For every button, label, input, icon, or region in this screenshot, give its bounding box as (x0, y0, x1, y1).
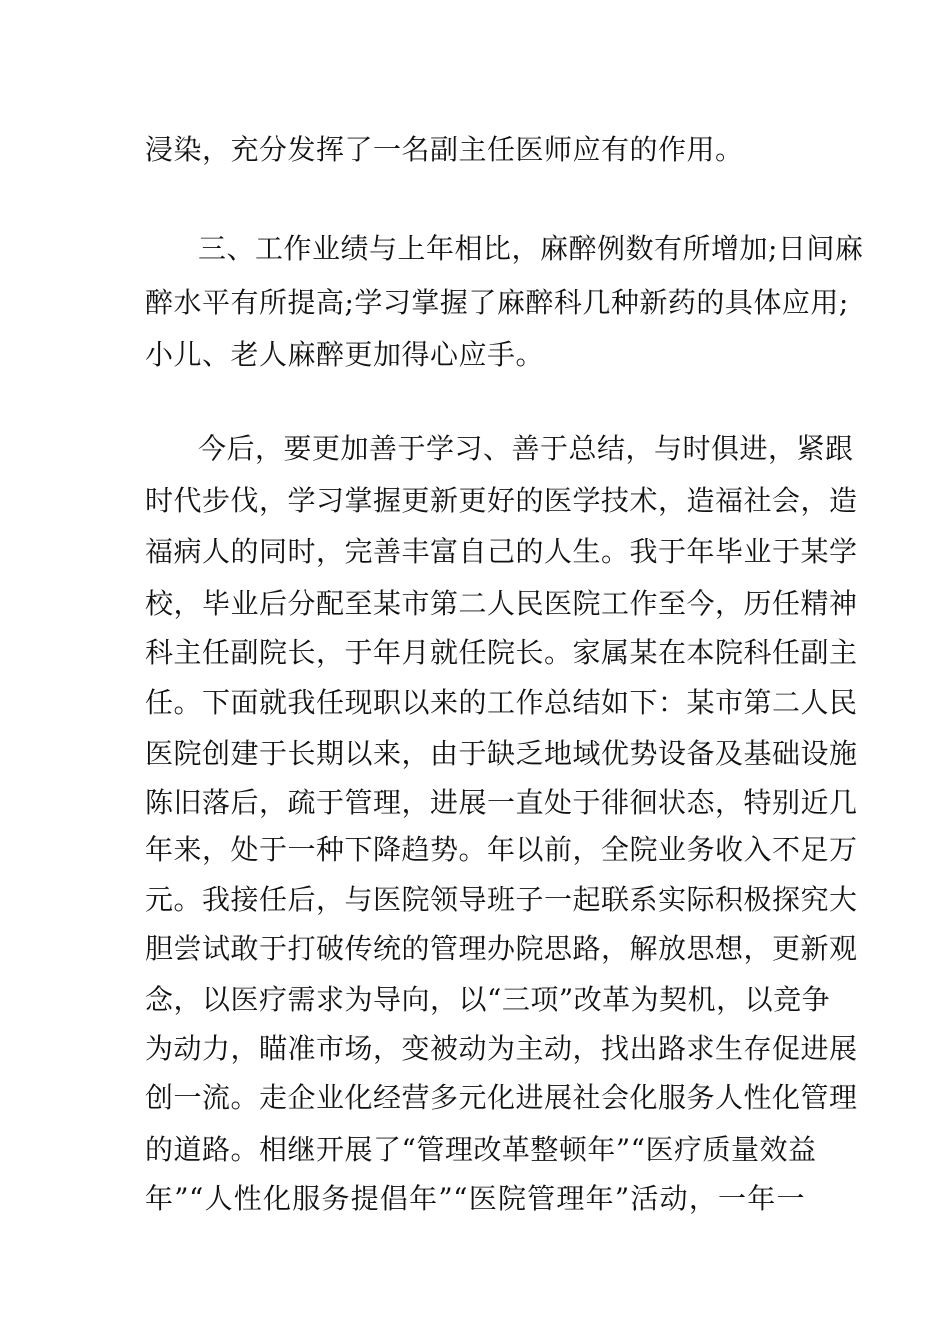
paragraph-3-line-7: 医院创建于长期以来，由于缺乏地域优势设备及基础设施 (145, 737, 858, 770)
paragraph-1-line-1: 浸染，充分发挥了一名副主任医师应有的作用。 (145, 133, 744, 166)
paragraph-3-line-15: 的道路。相继开展了“管理改革整顿年”“医疗质量效益 (145, 1133, 817, 1166)
paragraph-2-line-1: 三、工作业绩与上年相比，麻醉例数有所增加;日间麻 (198, 232, 864, 265)
paragraph-3-line-2: 时代步伐，学习掌握更新更好的医学技术，造福社会，造 (145, 484, 858, 517)
paragraph-3-line-3: 福病人的同时，完善丰富自己的人生。我于年毕业于某学 (145, 535, 858, 568)
paragraph-2-line-2: 醉水平有所提高;学习掌握了麻醉科几种新药的具体应用; (145, 286, 849, 319)
paragraph-3-line-4: 校，毕业后分配至某市第二人民医院工作至今，历任精神 (145, 587, 858, 620)
paragraph-2-line-3: 小儿、老人麻醉更加得心应手。 (145, 338, 545, 371)
paragraph-3-line-12: 念，以医疗需求为导向，以“三项”改革为契机，以竞争 (145, 983, 831, 1016)
paragraph-3-line-16: 年”“人性化服务提倡年”“医院管理年”活动，一年一 (145, 1182, 805, 1215)
paragraph-3-line-14: 创一流。走企业化经营多元化进展社会化服务人性化管理 (145, 1081, 858, 1114)
paragraph-3-line-9: 年来，处于一种下降趋势。年以前，全院业务收入不足万 (145, 833, 858, 866)
paragraph-3-line-11: 胆尝试敢于打破传统的管理办院思路，解放思想，更新观 (145, 932, 858, 965)
paragraph-3-line-1: 今后，要更加善于学习、善于总结，与时俱进，紧跟 (198, 432, 854, 465)
paragraph-3-line-13: 为动力，瞄准市场，变被动为主动，找出路求生存促进展 (145, 1032, 858, 1065)
paragraph-3-line-8: 陈旧落后，疏于管理，进展一直处于徘徊状态，特别近几 (145, 786, 858, 819)
paragraph-3-line-10: 元。我接任后，与医院领导班子一起联系实际积极探究大 (145, 883, 858, 916)
paragraph-3-line-6: 任。下面就我任现职以来的工作总结如下：某市第二人民 (145, 686, 858, 719)
paragraph-3-line-5: 科主任副院长，于年月就任院长。家属某在本院科任副主 (145, 636, 858, 669)
